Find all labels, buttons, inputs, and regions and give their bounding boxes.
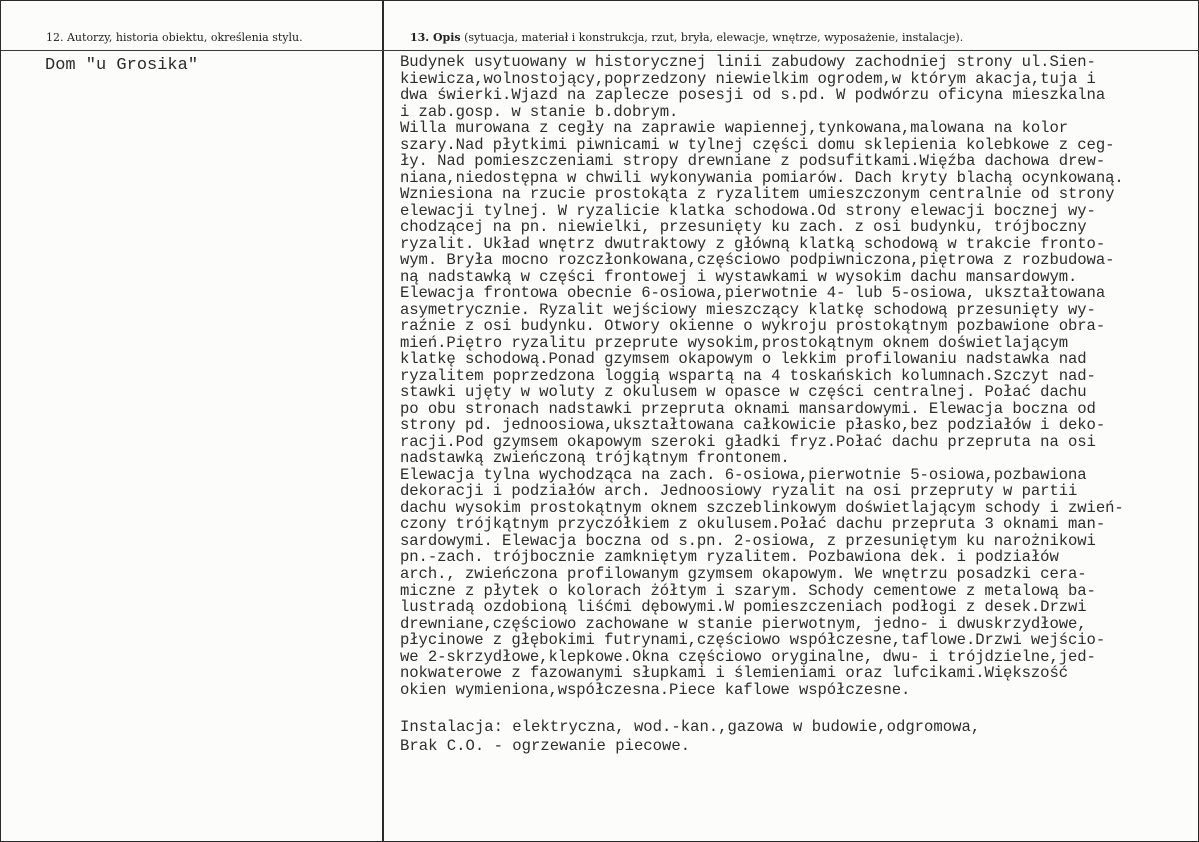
- description-line: mień.Piętro ryzalitu przeprute wysokim,prostokątnym oknem doświetlającym: [400, 333, 1069, 352]
- installation-text: [400, 718, 980, 756]
- section-13-title: 13. Opis: [410, 31, 461, 44]
- description-line: ryzalit. Układ wnętrz dwutraktowy z główną klatką schodową w trakcie fronto-: [400, 234, 1106, 253]
- description-line: drewniane,częściowo zachowane w stanie pierwotnym, jedno- i dwuskrzydłowe,: [400, 614, 1087, 633]
- description-line: szary.Nad płytkimi piwnicami w tylnej części domu sklepienia kolebkowe z ceg-: [400, 135, 1115, 154]
- description-line: czony trójkątnym przyczółkiem z okulusem.Połać dachu przepruta 3 oknami man-: [400, 515, 1106, 534]
- description-line: i zab.gosp. w stanie b.dobrym.: [400, 102, 679, 121]
- column-divider: [382, 1, 384, 841]
- description-line: Elewacja tylna wychodząca na zach. 6-osiowa,pierwotnie 5-osiowa,pozbawiona: [400, 465, 1087, 484]
- description-line: Wzniesiona na rzucie prostokąta z ryzalitem umieszczonym centralnie od strony: [400, 185, 1115, 204]
- section-12-header: 12. Autorzy, historia obiektu, określenia stylu.: [46, 31, 303, 44]
- description-line: stawki ujęty w woluty z okulusem w opasce w części centralnej. Połać dachu: [400, 383, 1087, 402]
- description-line: kiewicza,wolnostojący,poprzedzony niewielkim ogrodem,w którym akacja,tuja i: [400, 69, 1096, 88]
- description-line: arch., zwieńczona profilowanym gzymsem okapowym. We wnętrzu posadzki cera-: [400, 564, 1087, 583]
- description-line: ną nadstawką w części frontowej i wystawkami w wysokim dachu mansardowym.: [400, 267, 1078, 286]
- description-line: ły. Nad pomieszczeniami stropy drewniane z podsufitkami.Więźba dachowa drew-: [400, 152, 1106, 171]
- description-line: dachu wysokim prostokątnym oknem szczeblinkowym doświetlającym schody i zwień-: [400, 498, 1124, 517]
- description-line: lustradą ozdobioną liśćmi dębowymi.W pomieszczeniach podłogi z desek.Drzwi: [400, 598, 1087, 617]
- description-line: nokwaterowe z fazowanymi słupkami i ślemieniami oraz lufcikami.Większość: [400, 664, 1069, 683]
- section-13-header: [410, 31, 963, 44]
- description-line: ryzalitem poprzedzona loggią wspartą na 4 toskańskich kolumnach.Szczyt nad-: [400, 366, 1096, 385]
- description-line: chodzącej na pn. niewielki, przesunięty ku zach. z osi budynku, trójboczny: [400, 218, 1087, 237]
- description-line: sardowymi. Elewacja boczna od s.pn. 2-osiowa, z przesuniętym ku narożnikowi: [400, 531, 1096, 550]
- description-line: Budynek usytuowany w historycznej linii zabudowy zachodniej strony ul.Sien-: [400, 53, 1096, 71]
- description-line: Willa murowana z cegły na zaprawie wapiennej,tynkowana,malowana na kolor: [400, 119, 1069, 138]
- description-line: płycinowe z głębokimi futrynami,częściowo współczesne,taflowe.Drzwi wejścio-: [400, 631, 1106, 650]
- description-line: okien wymieniona,współczesna.Piece kaflowe współczesne.: [400, 680, 911, 699]
- description-line: we 2-skrzydłowe,klepkowe.Okna częściowo oryginalne, dwu- i trójdzielne,jed-: [400, 647, 1096, 666]
- section-13-subtitle: (sytuacja, materiał i konstrukcja, rzut, bryła, elewacje, wnętrze, wyposażenie, instalacje).: [460, 31, 964, 44]
- description-line: miczne z płytek o kolorach żółtym i szarym. Schody cementowe z metalową ba-: [400, 581, 1096, 600]
- description-line: pn.-zach. trójbocznie zamkniętym ryzalitem. Pozbawiona dek. i podziałów: [400, 548, 1059, 567]
- description-line: elewacji tylnej. W ryzalicie klatka schodowa.Od strony elewacji bocznej wy-: [400, 201, 1096, 220]
- building-name: Dom "u Grosika": [45, 56, 199, 75]
- description-line: wym. Bryła mocno rozczłonkowana,częściowo podpiwniczona,piętrowa z rozbudowa-: [400, 251, 1115, 270]
- installation-line: Instalacja: elektryczna, wod.-kan.,gazowa w budowie,odgromowa,: [400, 718, 981, 736]
- description-line: racji.Pod gzymsem okapowym szeroki gładki fryz.Połać dachu przepruta na osi: [400, 432, 1096, 451]
- description-line: asymetrycznie. Ryzalit wejściowy mieszczący klatkę schodową przesunięty wy-: [400, 300, 1096, 319]
- description-line: dekoracji i podziałów arch. Jednoosiowy ryzalit na osi przepruty w partii: [400, 482, 1078, 501]
- description-line: nadstawką zwieńczoną trójkątnym frontonem.: [400, 449, 790, 468]
- description-line: po obu stronach nadstawki przepruta oknami mansardowymi. Elewacja boczna od: [400, 399, 1096, 418]
- description-line: Elewacja frontowa obecnie 6-osiowa,pierwotnie 4- lub 5-osiowa, ukształtowana: [400, 284, 1106, 303]
- description-line: strony pd. jednoosiowa,ukształtowana całkowicie płasko,bez podziałów i deko-: [400, 416, 1106, 435]
- description-line: niana,niedostępna w chwili wykonywania pomiarów. Dach kryty blachą ocynkowaną.: [400, 168, 1124, 187]
- description-line: raźnie z osi budynku. Otwory okienne o wykroju prostokątnym pozbawione obra-: [400, 317, 1106, 336]
- description-line: dwa świerki.Wjazd na zaplecze posesji od s.pd. W podwórzu oficyna mieszkalna: [400, 86, 1106, 105]
- description-text: [400, 54, 1198, 698]
- description-line: klatkę schodową.Ponad gzymsem okapowym o lekkim profilowaniu nadstawka nad: [400, 350, 1087, 369]
- header-rule: [1, 50, 1198, 51]
- installation-line: Brak C.O. - ogrzewanie piecowe.: [400, 737, 691, 755]
